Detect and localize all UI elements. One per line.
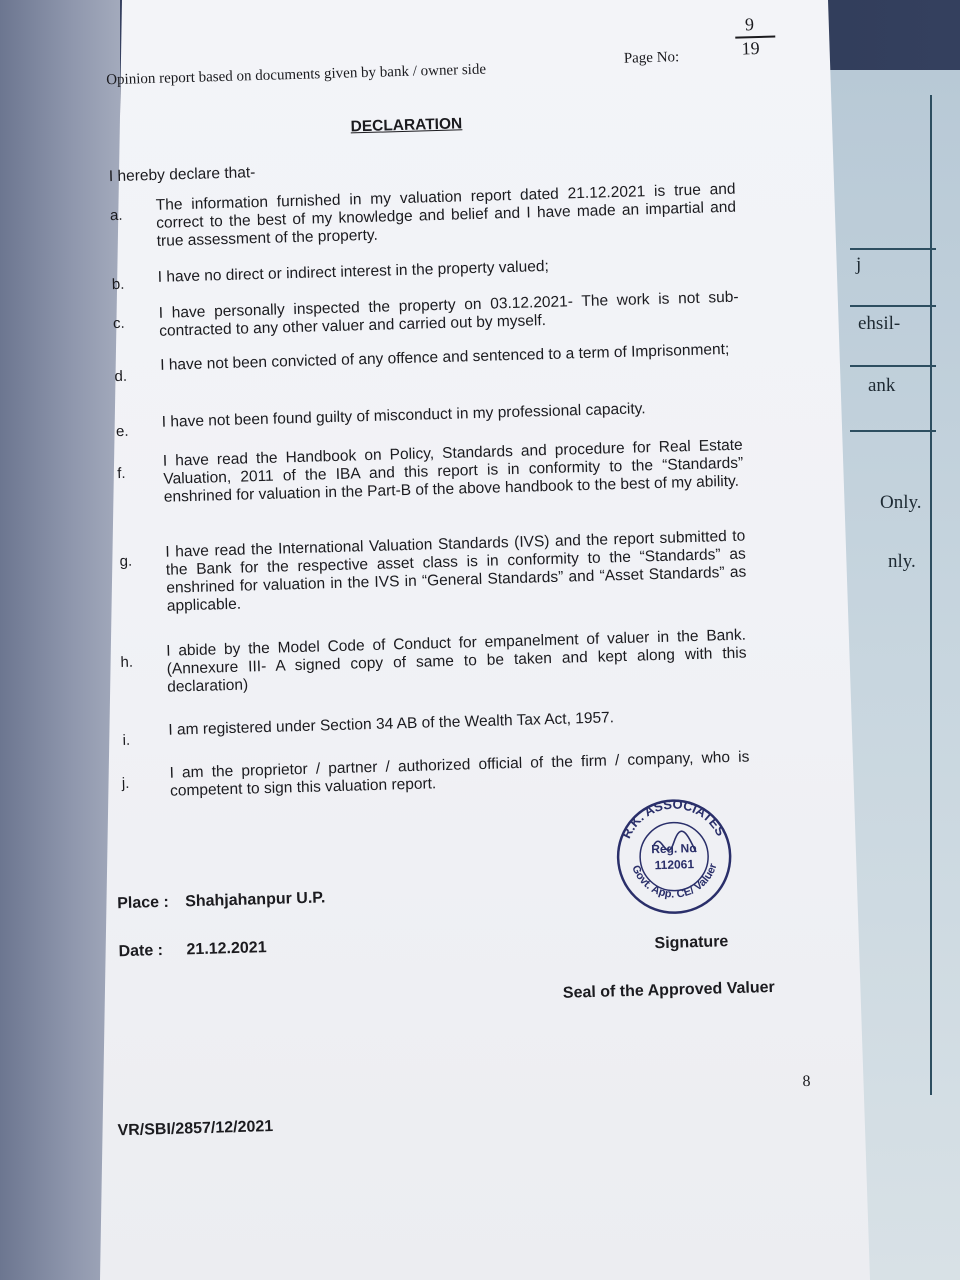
- stamp-bottom-text: Govt. App. CE/ Valuer: [629, 862, 720, 901]
- item-letter: j.: [121, 774, 130, 793]
- page-no-label: Page No:: [623, 49, 680, 67]
- page-no-denominator: 19: [741, 37, 760, 59]
- item-text: The information furnished in my valuation report dated 21.12.2021 is true and correct to the best of my knowledge and belief and I have made an impartial and true assessment of the property.: [155, 180, 737, 250]
- item-letter: g.: [119, 552, 133, 571]
- seal-label: Seal of the Approved Valuer: [562, 978, 775, 1002]
- page-no-numerator: 9: [744, 14, 755, 35]
- stamp-center-line2: 112061: [654, 857, 695, 873]
- item-letter: c.: [112, 314, 125, 333]
- item-text: I am the proprietor / partner / authorized official of the firm / company, who is competent to sign this valuation report.: [169, 748, 750, 800]
- intro-text: I hereby declare that-: [108, 164, 256, 186]
- item-letter: i.: [122, 731, 131, 750]
- item-letter: a.: [109, 206, 123, 225]
- item-text: I have read the International Valuation Standards (IVS) and the report submitted to the Bank for the respective asset class is in conformity to the “Standards” as enshrined for valuation in the IVS in “General Standards” and “Asset Standards” as applicable.: [165, 527, 747, 615]
- stamp-top-text: R.K. ASSOCIATES: [618, 796, 729, 841]
- item-text: I have read the Handbook on Policy, Standards and procedure for Real Estate Valuation, 2011 of the IBA and this report is in conformity to the “Standards” enshrined for valuation in the Part-B of the above handbook to the best of my ability.: [162, 436, 744, 506]
- item-letter: h.: [120, 653, 134, 672]
- item-text: I have no direct or indirect interest in the property valued;: [157, 257, 549, 286]
- background-fragment: nly.: [888, 551, 916, 572]
- declaration-title: DECLARATION: [350, 115, 463, 136]
- item-text: I have personally inspected the property on 03.12.2021- The work is not sub-contracted to any other valuer and carried out by myself.: [158, 288, 739, 340]
- place-label: Place :: [116, 893, 170, 913]
- item-text: I am registered under Section 34 AB of the Wealth Tax Act, 1957.: [168, 709, 615, 739]
- signature-label: Signature: [654, 933, 729, 953]
- date-label: Date :: [118, 941, 164, 961]
- background-fragment: Only.: [880, 492, 922, 513]
- item-letter: b.: [111, 275, 125, 294]
- item-text: I have not been convicted of any offence and sentenced to a term of Imprisonment;: [159, 340, 730, 374]
- background-fragment: j: [856, 254, 862, 275]
- stamp-center-line1: Reg. No: [651, 841, 697, 857]
- item-letter: e.: [115, 422, 129, 441]
- background-fragment: ank: [868, 375, 896, 396]
- reference-code: VR/SBI/2857/12/2021: [117, 1117, 274, 1140]
- item-text: I have not been found guilty of misconduct in my professional capacity.: [161, 400, 646, 431]
- item-text: I abide by the Model Code of Conduct for empanelment of valuer in the Bank. (Annexure III- A signed copy of same to be taken and kept along with this declaration): [165, 626, 747, 696]
- item-letter: d.: [114, 367, 128, 386]
- place-value: Shahjahanpur U.P.: [184, 889, 326, 911]
- background-fragment: ehsil-: [858, 313, 901, 334]
- valuer-seal-stamp: [602, 793, 745, 917]
- page-number: 8: [802, 1072, 811, 1091]
- date-value: 21.12.2021: [186, 939, 267, 959]
- opinion-header: Opinion report based on documents given by bank / owner side: [106, 61, 487, 89]
- item-letter: f.: [116, 464, 126, 483]
- svg-text:R.K. ASSOCIATES: [617, 795, 729, 841]
